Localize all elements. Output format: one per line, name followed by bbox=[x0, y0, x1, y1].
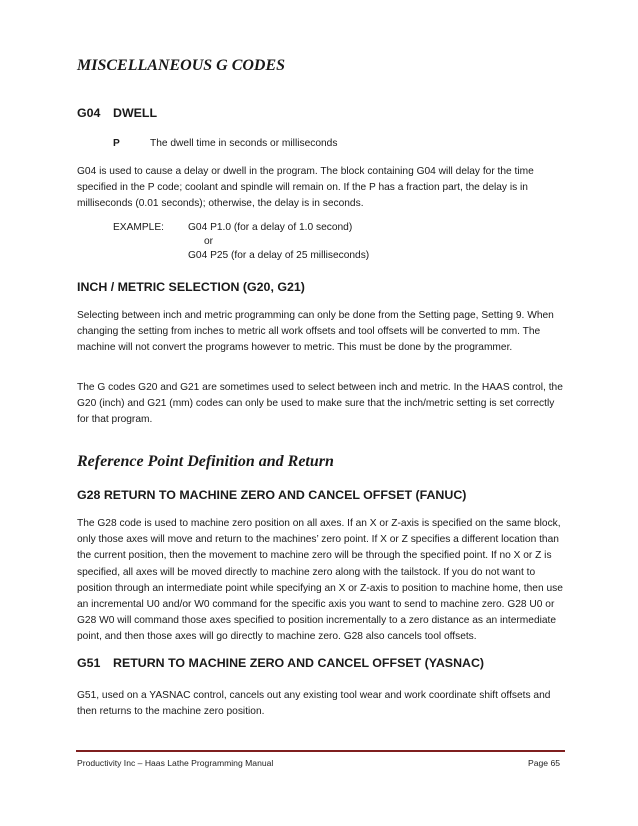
footer-rule bbox=[76, 750, 565, 752]
section-title-misc-g-codes: MISCELLANEOUS G CODES bbox=[77, 57, 286, 74]
section-title-reference-point: Reference Point Definition and Return bbox=[77, 453, 334, 470]
g04-name: DWELL bbox=[113, 106, 158, 120]
g51-paragraph: G51, used on a YASNAC control, cancels out any existing tool wear and work coordinate shift offsets and then returns to the machine zero position. bbox=[77, 690, 551, 718]
g04-example-line1: G04 P1.0 (for a delay of 1.0 second) bbox=[188, 222, 353, 233]
g04-example-line2: G04 P25 (for a delay of 25 milliseconds) bbox=[188, 250, 370, 261]
g51-heading: RETURN TO MACHINE ZERO AND CANCEL OFFSET (YASNAC) bbox=[113, 656, 485, 670]
g51-code: G51 bbox=[77, 656, 101, 670]
g04-paragraph: G04 is used to cause a delay or dwell in the program. The block containing G04 will delay for the time specified in the P code; coolant and spindle will remain on. If the P has a fraction part, the delay is in milliseconds (0.01 seconds); otherwise, the delay is in seconds. bbox=[77, 166, 534, 210]
inch-metric-paragraph1: Selecting between inch and metric programming can only be done from the Setting page, Setting 9. When changing the setting from inches to metric all work offsets and tool offsets will be converted to mm. The machine will not convert the programs however to metric. This must be done by the programmer. bbox=[77, 310, 554, 354]
g04-example-label: EXAMPLE: bbox=[113, 222, 164, 233]
inch-metric-paragraph2: The G codes G20 and G21 are sometimes used to select between inch and metric. In the HAAS control, the G20 (inch) and G21 (mm) codes can only be used to make sure that the inch/metric setting is set correctly for that program. bbox=[77, 382, 563, 426]
g28-paragraph: The G28 code is used to machine zero position on all axes. If an X or Z-axis is specified on the same block, only those axes will move and return to the machines’ zero point. If X or Z specifies a different location than the current position, then the movement to machine zero will be through the specified point. If no X or Z is specified, all axes will be moved directly to machine zero along with the tailstock. If you do not want to position through an intermediate point while specifying an X or Z-axis to position to machine home, then use an incremental U0 and/or W0 command for the specific axis you want to send to machine zero. G28 U0 or G28 W0 will command those axes specified to position incrementally to a zero distance as an intermediate point, and then those axes will go directly to machine zero. G28 also cancels tool offsets. bbox=[77, 518, 563, 643]
footer-left: Productivity Inc – Haas Lathe Programming Manual bbox=[77, 758, 274, 768]
g04-param-letter: P bbox=[113, 138, 120, 149]
g28-heading: G28 RETURN TO MACHINE ZERO AND CANCEL OFFSET (FANUC) bbox=[77, 488, 467, 502]
g04-param-desc: The dwell time in seconds or milliseconds bbox=[150, 138, 338, 149]
footer-page-number: Page 65 bbox=[528, 758, 561, 768]
g04-code: G04 bbox=[77, 106, 101, 120]
inch-metric-heading: INCH / METRIC SELECTION (G20, G21) bbox=[77, 280, 305, 294]
g04-example-or: or bbox=[204, 236, 214, 247]
